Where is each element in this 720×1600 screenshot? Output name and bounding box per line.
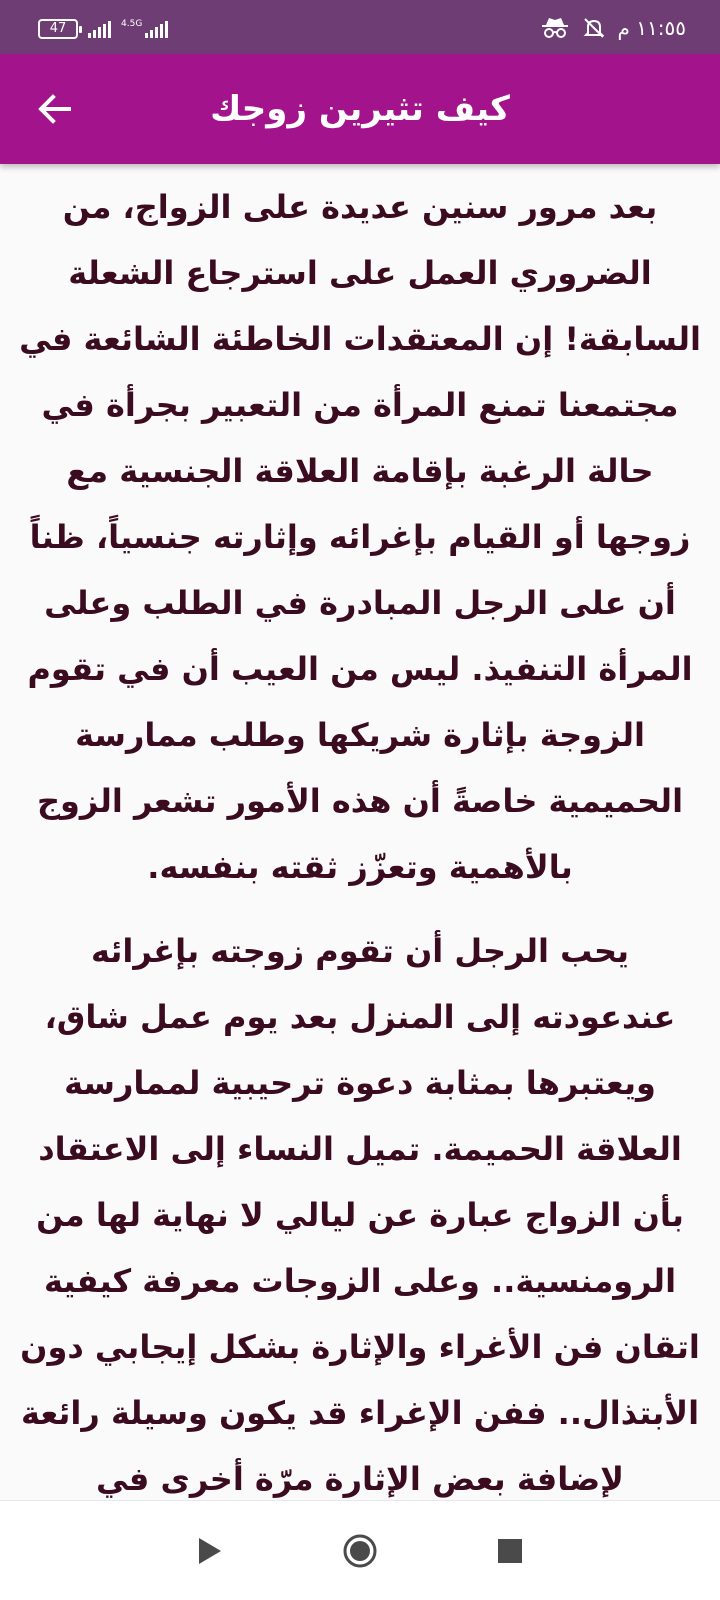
incognito-icon xyxy=(540,16,570,40)
back-triangle-icon xyxy=(197,1536,223,1566)
back-button[interactable] xyxy=(32,86,78,132)
page-title: كيف تثيرين زوجك xyxy=(210,89,510,129)
network-signal-icon xyxy=(121,20,168,38)
nav-recents-button[interactable] xyxy=(490,1531,530,1571)
status-right-group xyxy=(540,14,686,42)
article-paragraph-1: بعد مرور سنين عديدة على الزواج، من الضروري العمل على استرجاع الشعلة السابقة! إن المعتقدات الخاطئة الشائعة في مجتمعنا تمنع المرأة من التعبير بجرأة في حالة الرغبة بإقامة العلاقة الجنسية مع زوجها أو القيام بإغرائه وإثارته جنسياً، ظناً أن على الرجل المبادرة في الطلب وعلى المرأة التنفيذ. ليس من العيب أن في تقوم الزوجة بإثارة شريكها وطلب ممارسة الحميمية خاصةً أن هذه الأمور تشعر الزوج بالأهمية وتعزّز ثقته بنفسه. xyxy=(19,188,701,886)
nav-home-button[interactable] xyxy=(340,1531,380,1571)
signal-icon xyxy=(88,20,111,38)
status-left-group xyxy=(38,17,168,41)
app-bar xyxy=(0,54,720,164)
system-nav-bar xyxy=(0,1500,720,1600)
article-content xyxy=(18,174,702,1498)
home-circle-icon xyxy=(342,1533,378,1569)
recents-square-icon xyxy=(497,1538,523,1564)
battery-icon xyxy=(38,19,78,39)
clock-time: ١١:٥٥ م xyxy=(617,16,686,40)
article-paragraph-2: يحب الرجل أن تقوم زوجته بإغرائه عندعودته إلى المنزل بعد يوم عمل شاق، ويعتبرها بمثابة دعوة ترحيبية لممارسة العلاقة الحميمة. تميل النساء إلى الاعتقاد بأن الزواج عبارة عن ليالي لا نهاية لها من الرومنسية.. وعلى الزوجات معرفة كيفية اتقان فن الأغراء والإثارة بشكل إيجابي دون الأبتذال.. ففن الإغراء قد يكون وسيلة رائعة لإضافة بعض الإثارة مرّة أخرى في xyxy=(20,932,700,1498)
mute-notification-icon xyxy=(582,16,606,40)
arrow-back-icon xyxy=(37,91,73,127)
network-type: 4.5G xyxy=(121,19,143,29)
nav-back-button[interactable] xyxy=(190,1531,230,1571)
status-bar xyxy=(0,0,720,54)
battery-level: 47 xyxy=(49,21,67,36)
